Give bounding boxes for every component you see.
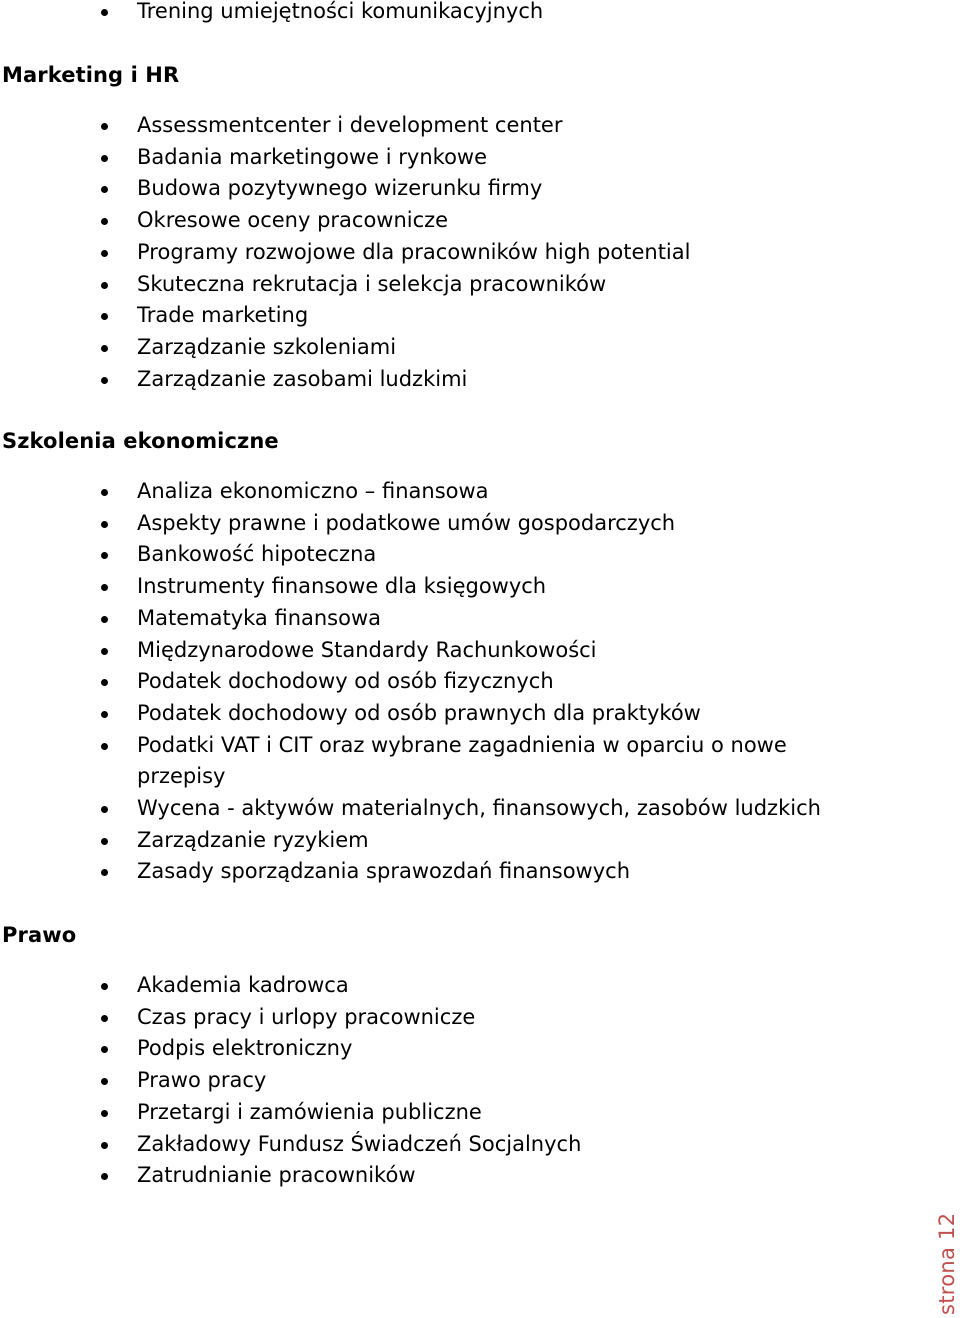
list-item-text: Zarządzanie szkoleniami <box>137 334 397 359</box>
bullet-icon <box>101 584 108 591</box>
list-item-text: Przetargi i zamówienia publiczne <box>137 1099 482 1124</box>
bullet-icon <box>101 489 108 496</box>
list-item-text: Badania marketingowe i rynkowe <box>137 144 488 169</box>
list-item <box>0 970 897 1002</box>
list-item-text: Trening umiejętności komunikacyjnych <box>137 0 544 23</box>
bullet-icon <box>101 155 108 162</box>
bullet-icon <box>101 711 108 718</box>
bullet-icon <box>101 9 108 16</box>
list-item-text: Matematyka finansowa <box>137 605 382 630</box>
list-item <box>0 476 897 508</box>
list-item <box>0 793 897 825</box>
bullet-icon <box>101 345 108 352</box>
list-item-text: Trade marketing <box>137 303 309 328</box>
list-item-text: Wycena - aktywów materialnych, finansowych, zasobów ludzkich <box>137 796 821 821</box>
bullet-icon <box>101 250 108 257</box>
list-item-text: Assessmentcenter i development center <box>137 113 563 137</box>
list-item <box>0 1097 897 1129</box>
bullet-icon <box>101 521 108 528</box>
bullet-icon <box>101 983 108 990</box>
list-item-text: Zarządzanie ryzykiem <box>137 827 369 852</box>
list-item-text: Programy rozwojowe dla pracowników high potential <box>137 239 691 264</box>
list-item <box>0 856 897 888</box>
law-bullet-list <box>0 970 897 1192</box>
bullet-icon <box>101 1046 108 1053</box>
list-item-text: Podatki VAT i CIT oraz wybrane zagadnienia w oparciu o nowe przepisy <box>137 732 787 789</box>
list-item-text: Zakładowy Fundusz Świadczeń Socjalnych <box>137 1131 582 1156</box>
list-item-text: Czas pracy i urlopy pracownicze <box>137 1004 476 1029</box>
list-item <box>0 110 897 142</box>
list-item <box>0 666 897 698</box>
bullet-icon <box>101 1142 108 1149</box>
list-item-text: Zatrudnianie pracowników <box>137 1163 416 1188</box>
list-item <box>0 1002 897 1034</box>
list-item <box>0 300 897 332</box>
list-item-text: Skuteczna rekrutacja i selekcja pracowników <box>137 271 607 296</box>
bullet-icon <box>101 1173 108 1180</box>
list-item <box>0 539 897 571</box>
bullet-icon <box>101 806 108 813</box>
list-item-text: Prawo pracy <box>137 1068 267 1093</box>
bullet-icon <box>101 552 108 559</box>
bullet-icon <box>101 1110 108 1117</box>
bullet-icon <box>101 1078 108 1085</box>
economic-bullet-list <box>0 476 897 888</box>
list-item <box>0 571 897 603</box>
bullet-icon <box>101 616 108 623</box>
bullet-icon <box>101 648 108 655</box>
list-item-text: Okresowe oceny pracownicze <box>137 208 449 233</box>
section-heading-marketing: Marketing i HR <box>2 63 180 87</box>
list-item <box>0 332 897 364</box>
list-item-text: Analiza ekonomiczno – finansowa <box>137 479 489 503</box>
list-item-text: Instrumenty finansowe dla księgowych <box>137 574 547 599</box>
list-item <box>0 698 897 730</box>
list-item <box>0 173 897 205</box>
page-number-footer: strona 12 <box>935 1212 959 1315</box>
list-item <box>0 269 897 301</box>
list-item <box>0 730 857 793</box>
bullet-icon <box>101 313 108 320</box>
list-item-text: Akademia kadrowca <box>137 973 349 997</box>
list-item <box>0 205 897 237</box>
bullet-icon <box>101 123 108 130</box>
marketing-bullet-list <box>0 110 897 395</box>
list-item <box>0 508 897 540</box>
section-heading-economic: Szkolenia ekonomiczne <box>2 429 279 453</box>
list-item <box>0 364 897 396</box>
list-item <box>0 1065 897 1097</box>
list-item <box>0 1033 897 1065</box>
section-heading-law: Prawo <box>2 923 77 947</box>
bullet-icon <box>101 218 108 225</box>
list-item <box>0 237 897 269</box>
list-item-text: Budowa pozytywnego wizerunku firmy <box>137 176 543 201</box>
list-item-text: Podatek dochodowy od osób fizycznych <box>137 669 554 694</box>
list-item <box>0 142 897 174</box>
bullet-icon <box>101 869 108 876</box>
list-item <box>0 825 897 857</box>
list-item <box>0 0 897 28</box>
list-item-text: Zasady sporządzania sprawozdań finansowych <box>137 859 631 884</box>
top-bullet-list <box>0 0 897 28</box>
list-item-text: Bankowość hipoteczna <box>137 542 377 567</box>
list-item <box>0 1129 897 1161</box>
list-item <box>0 603 897 635</box>
bullet-icon <box>101 282 108 289</box>
bullet-icon <box>101 186 108 193</box>
bullet-icon <box>101 743 108 750</box>
list-item <box>0 635 897 667</box>
list-item-text: Podpis elektroniczny <box>137 1036 353 1061</box>
list-item-text: Aspekty prawne i podatkowe umów gospodarczych <box>137 510 676 535</box>
bullet-icon <box>101 377 108 384</box>
list-item <box>0 1160 897 1192</box>
bullet-icon <box>101 1015 108 1022</box>
list-item-text: Podatek dochodowy od osób prawnych dla praktyków <box>137 700 701 725</box>
list-item-text: Zarządzanie zasobami ludzkimi <box>137 366 468 391</box>
bullet-icon <box>101 679 108 686</box>
list-item-text: Międzynarodowe Standardy Rachunkowości <box>137 637 597 662</box>
bullet-icon <box>101 838 108 845</box>
